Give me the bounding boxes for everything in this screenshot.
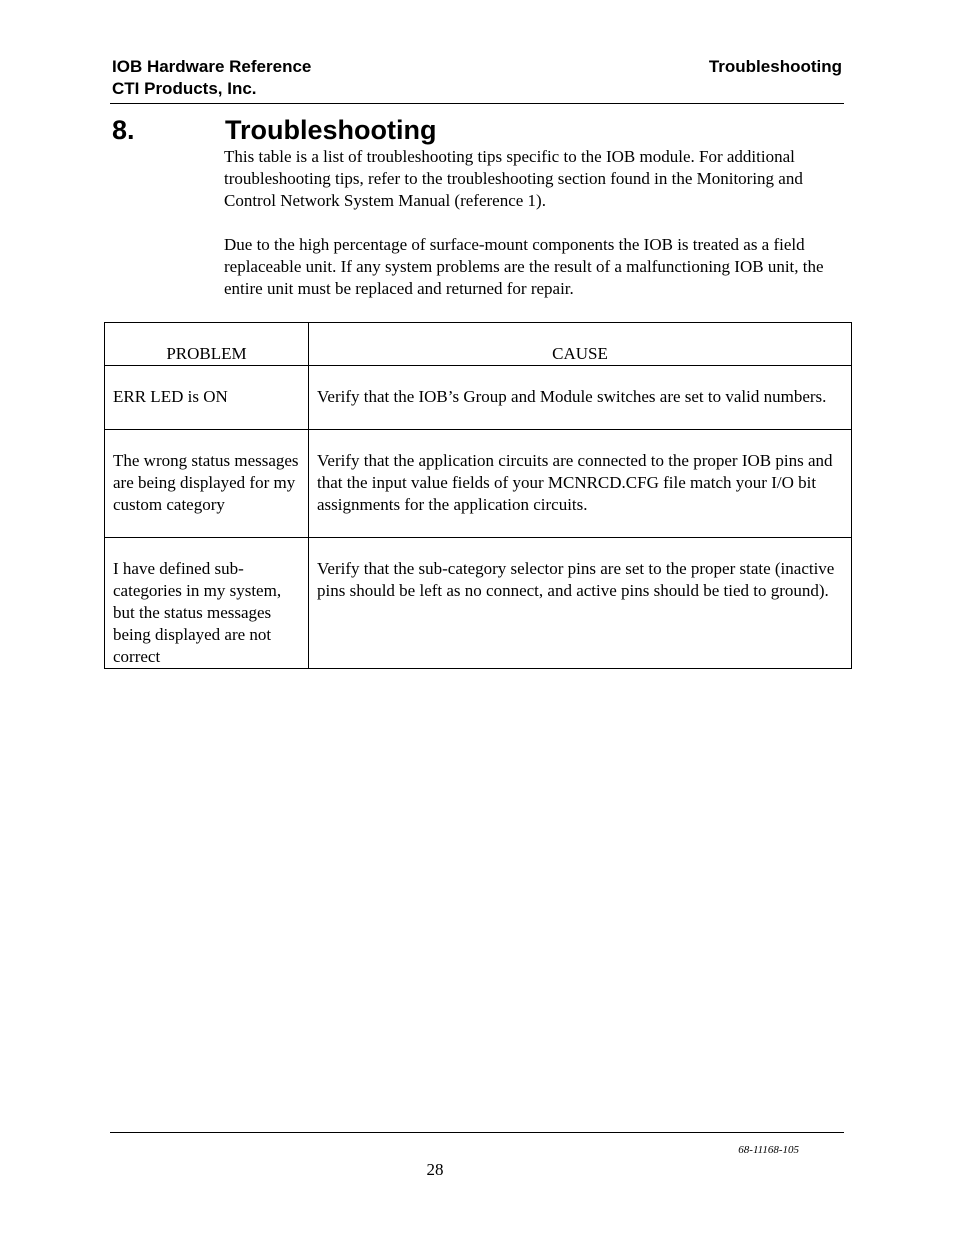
intro-paragraph: Due to the high percentage of surface-mount components the IOB is treated as a field replaceable unit. If any system problems are the result of a malfunctioning IOB unit, the entire unit must be replaced and returned for repair. — [224, 235, 824, 298]
column-header-problem: PROBLEM — [105, 323, 309, 366]
problem-cell: The wrong status messages are being displayed for my custom category — [105, 430, 309, 538]
footer-rule — [110, 1132, 844, 1133]
header-doc-title: IOB Hardware Reference — [112, 57, 312, 76]
cause-cell: Verify that the IOB’s Group and Module switches are set to valid numbers. — [309, 366, 852, 430]
document-number: 68-11168-105 — [738, 1144, 799, 1156]
table-row — [105, 538, 852, 669]
intro-text — [224, 146, 834, 322]
troubleshooting-table — [104, 322, 852, 669]
problem-cell: ERR LED is ON — [105, 366, 309, 430]
intro-paragraph: This table is a list of troubleshooting tips specific to the IOB module. For additional troubleshooting tips, refer to the troubleshooting section found in the Monitoring and Control Network System Manual (reference 1). — [224, 147, 803, 210]
header-rule — [110, 103, 844, 104]
table-row — [105, 430, 852, 538]
page-number: 28 — [426, 1160, 444, 1179]
column-header-cause: CAUSE — [309, 323, 852, 366]
table-row — [105, 366, 852, 430]
cause-cell: Verify that the sub-category selector pins are set to the proper state (inactive pins should be left as no connect, and active pins should be tied to ground). — [309, 538, 852, 669]
section-title: Troubleshooting — [225, 115, 437, 145]
header-company: CTI Products, Inc. — [112, 79, 257, 98]
table-header-row — [105, 323, 852, 366]
cause-cell: Verify that the application circuits are connected to the proper IOB pins and that the input value fields of your MCNRCD.CFG file match your I/O bit assignments for the application circuits. — [309, 430, 852, 538]
running-header-left — [112, 56, 311, 100]
section-heading — [112, 113, 436, 147]
section-number: 8. — [112, 115, 135, 145]
problem-cell: I have defined sub-categories in my system, but the status messages being displayed are not correct — [105, 538, 309, 669]
header-section-name: Troubleshooting — [708, 57, 842, 76]
